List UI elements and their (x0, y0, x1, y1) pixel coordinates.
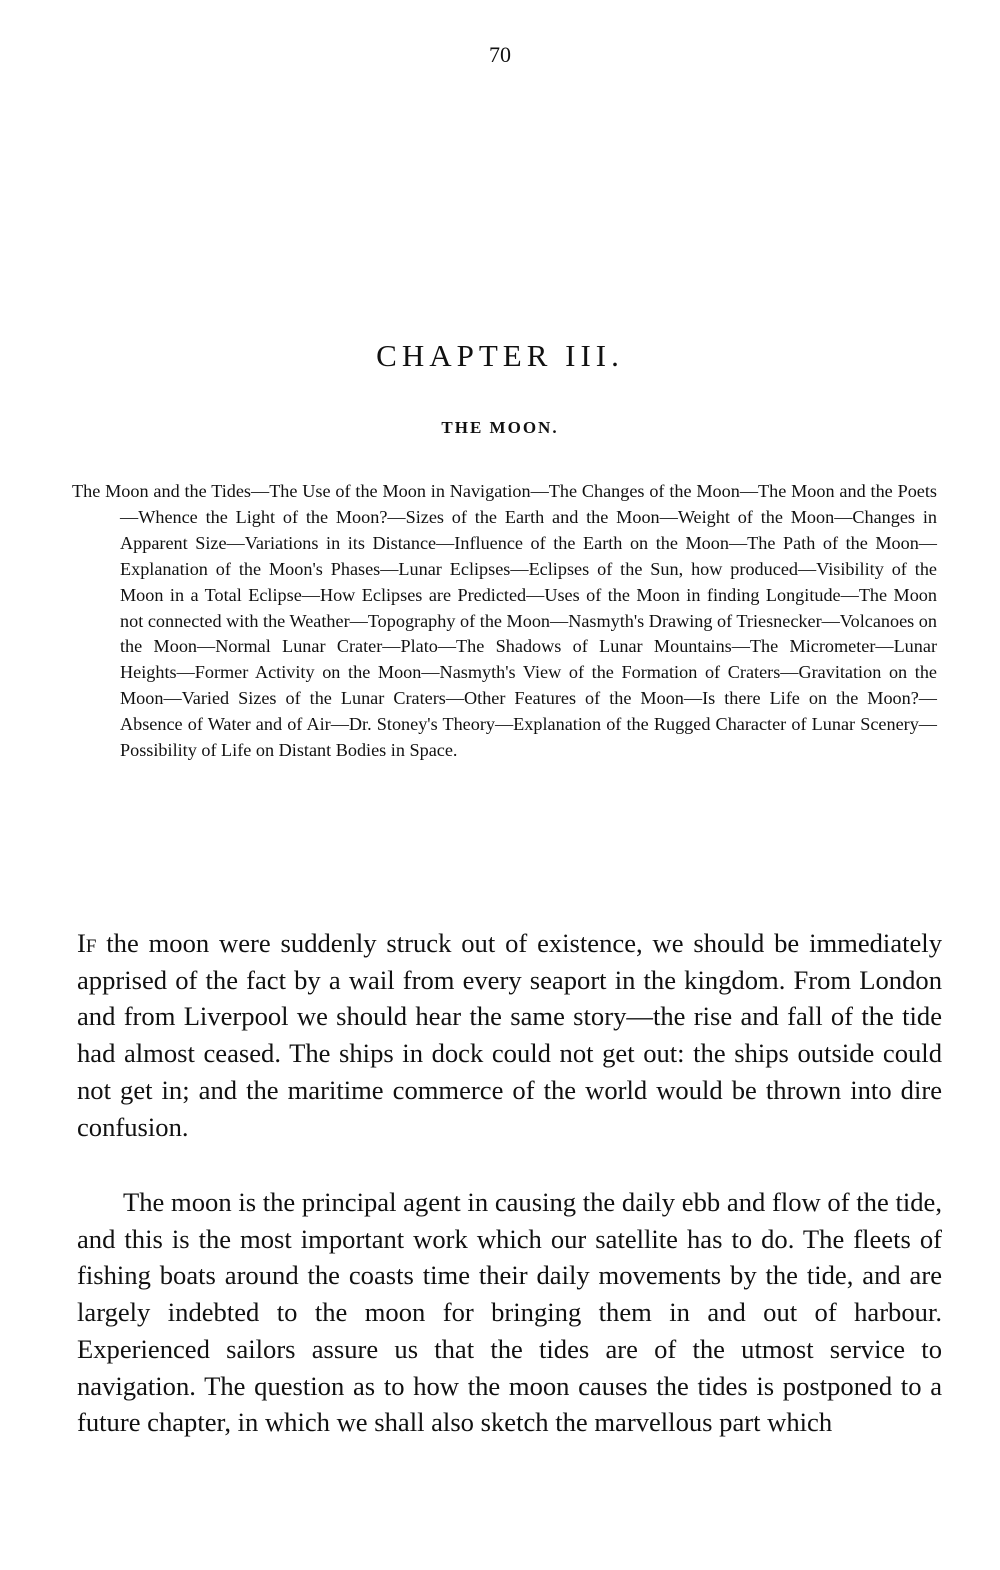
chapter-synopsis: The Moon and the Tides—The Use of the Moon in Navigation—The Changes of the Moon—The Moon and the Poets—Whence the Light of the Moon?—Sizes of the Earth and the Moon—Weight of the Moon—Changes in Apparent Size—Variations in its Distance—Influence of the Earth on the Moon—The Path of the Moon—Explanation of the Moon's Phases—Lunar Eclipses—Eclipses of the Sun, how produced—Visibility of the Moon in a Total Eclipse—How Eclipses are Predicted—Uses of the Moon in finding Longitude—The Moon not connected with the Weather—Topography of the Moon—Nasmyth's Drawing of Triesnecker—Volcanoes on the Moon—Normal Lunar Crater—Plato—The Shadows of Lunar Mountains—The Micrometer—Lunar Heights—Former Activity on the Moon—Nasmyth's View of the Formation of Craters—Gravitation on the Moon—Varied Sizes of the Lunar Craters—Other Features of the Moon—Is there Life on the Moon?—Absence of Water and of Air—Dr. Stoney's Theory—Explanation of the Rugged Character of Lunar Scenery—Possibility of Life on Distant Bodies in Space. (72, 481, 937, 761)
paragraph-text: the moon were suddenly struck out of existence, we should be immediately apprised of the fact by a wail from every seaport in the kingdom. From London and from Liverpool we should hear the same story—the rise and fall of the tide had almost ceased. The ships in dock could not get out: the ships outside could not get in; and the maritime commerce of the world would be thrown into dire confusion. (77, 928, 942, 1142)
body-paragraph: The moon is the principal agent in causing the daily ebb and flow of the tide, and this is the most important work which our satellite has to do. The fleets of fishing boats around the coasts time their daily movements by the tide, and are largely indebted to the moon for bringing them in and out of harbour. Experienced sailors assure us that the tides are of the utmost service to navigation. The question as to how the moon causes the tides is postponed to a future chapter, in which we shall also sketch the marvellous part which (77, 1187, 942, 1438)
chapter-heading: CHAPTER III. (376, 338, 624, 373)
body-paragraph (77, 925, 942, 1145)
page-number: 70 (489, 42, 511, 67)
chapter-title: THE MOON. (441, 418, 559, 437)
opening-word: If (77, 928, 97, 958)
